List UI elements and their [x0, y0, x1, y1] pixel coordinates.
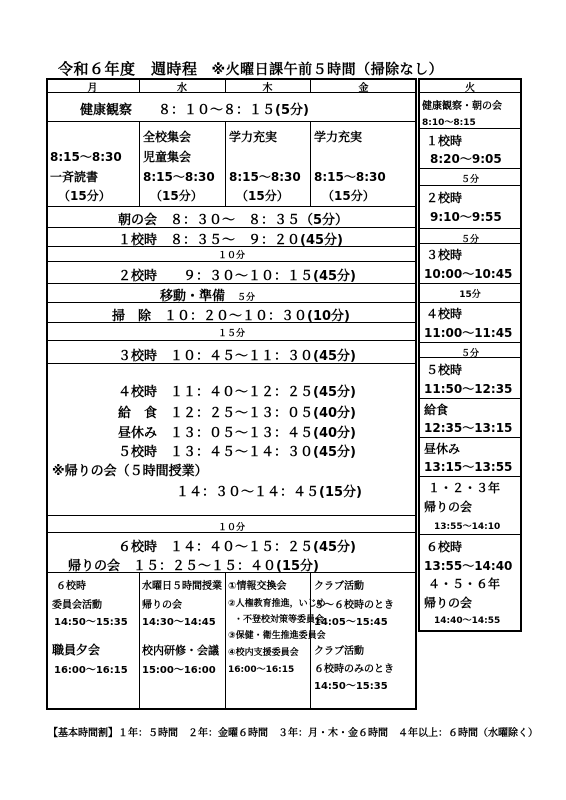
move-prep-row	[160, 285, 255, 304]
fri-duration: （15分）	[322, 189, 375, 203]
period-1-row: １校時 ８：３５〜 ９：２０(45分)	[118, 233, 343, 248]
bottom-c4-label-1: ５〜６校時のとき	[314, 600, 394, 611]
footer-note: 【基本時間割】１年：５時間 ２年：金曜６時間 ３年：月・木・金６時間 ４年以上：６時間（水曜除く）	[48, 728, 538, 739]
bottom-c3-item-4: ④校内支援委員会	[228, 648, 299, 658]
wed-duration: （15分）	[150, 189, 203, 203]
wed-activity-2: 児童集会	[143, 150, 192, 164]
rule	[418, 476, 522, 477]
tue-period-2: ２校時	[426, 191, 463, 205]
bottom-c4-label-2: ６校時のみのとき	[314, 664, 394, 675]
tue-closing-456-time: 14:40〜14:55	[434, 616, 501, 626]
bottom-c4-time-2: 14:50〜15:35	[314, 681, 388, 692]
bottom-c3-item-3: ③保健・衛生推進委員会	[228, 631, 326, 641]
tue-closing-123-grades: １・２・３年	[428, 481, 501, 495]
title-note: ※火曜日課午前５時間（掃除なし）	[211, 62, 444, 78]
bottom-c2-label-2: 校内研修・会議	[142, 644, 219, 657]
cleaning-row: 掃 除 １０：２０〜１０：３０(10分)	[112, 309, 350, 324]
move-prep-duration: ５分	[237, 293, 256, 303]
tue-period-1-time: 8:20〜9:05	[430, 152, 502, 166]
tue-closing-456-label: 帰りの会	[424, 596, 473, 610]
mon-activity: 一斉読書	[50, 170, 99, 184]
rule	[418, 534, 522, 535]
thu-activity: 学力充実	[229, 130, 278, 144]
move-prep-label: 移動・準備	[160, 289, 226, 304]
period-2-row: ２校時 ９：３０〜１０：１５(45分)	[118, 269, 356, 284]
tue-period-5-time: 11:50〜12:35	[424, 382, 513, 396]
tue-period-3-time: 10:00〜10:45	[424, 267, 513, 281]
rule	[418, 302, 522, 303]
fri-time: 8:15〜8:30	[314, 170, 386, 184]
tue-closing-123-label: 帰りの会	[424, 500, 473, 514]
fri-activity: 学力充実	[314, 130, 363, 144]
rule	[46, 515, 417, 516]
rule	[418, 398, 522, 399]
tue-break-3: 15分	[459, 290, 481, 300]
bottom-c4-head-1: クラブ活動	[314, 581, 364, 592]
rule	[46, 340, 417, 341]
tue-break-1: ５分	[460, 175, 479, 185]
tue-period-2-time: 9:10〜9:55	[430, 210, 502, 224]
rule	[139, 572, 140, 710]
rule	[139, 121, 140, 206]
rule	[418, 283, 522, 284]
tue-period-5: ５校時	[426, 363, 463, 377]
period-3-row: ３校時 １０：４５〜１１：３０(45分)	[118, 349, 356, 364]
bottom-c2-label-1: 帰りの会	[142, 600, 182, 611]
break-1-row: １０分	[217, 251, 245, 261]
closing-6-row: 帰りの会 １５：２５〜１５：４０(15分)	[68, 559, 319, 574]
bottom-c2-time-2: 15:00〜16:00	[142, 665, 216, 676]
day-header-wed: 水	[177, 83, 187, 94]
day-header-mon: 月	[87, 83, 98, 94]
morning-meeting-row: 朝の会 ８：３０〜 ８：３５（5分）	[118, 213, 349, 228]
rule	[418, 128, 522, 129]
tue-lunch-time: 12:35〜13:15	[424, 421, 513, 435]
tue-break-4: ５分	[460, 349, 479, 359]
period-6-row: ６校時 １４：４０〜１５：２５(45分)	[118, 540, 356, 555]
tue-period-6-time: 13:55〜14:40	[424, 559, 513, 573]
bottom-c3-item-2b: ・不登校対策等委員会	[234, 615, 325, 625]
wed-activity-1: 全校集会	[143, 130, 192, 144]
tue-lunch: 給食	[424, 403, 449, 417]
tue-closing-456-grades: ４・５・６年	[428, 577, 501, 591]
tue-morning-label: 健康観察・朝の会	[422, 101, 502, 112]
thu-duration: （15分）	[236, 189, 289, 203]
rule	[46, 121, 417, 122]
day-header-tue: 火	[465, 83, 475, 94]
day-header-fri: 金	[358, 83, 369, 94]
rule	[225, 121, 226, 206]
closing-5-label: ※帰りの会（５時間授業）	[52, 464, 208, 479]
break-3-row: １０分	[217, 523, 245, 533]
tue-lunch-break: 昼休み	[424, 442, 461, 456]
wed-time: 8:15〜8:30	[143, 170, 215, 184]
tue-lunch-break-time: 13:15〜13:55	[424, 460, 513, 474]
tue-period-3: ３校時	[426, 248, 463, 262]
thu-time: 8:15〜8:30	[229, 170, 301, 184]
tue-period-4-time: 11:00〜11:45	[424, 326, 513, 340]
lunch-row: 給 食 １２：２５〜１３：０５(40分)	[118, 406, 356, 421]
rule	[418, 185, 522, 186]
bottom-c2-time-1: 14:30〜14:45	[142, 617, 216, 628]
rule	[310, 572, 311, 710]
rule	[46, 206, 417, 207]
bottom-c1-time-2: 16:00〜16:15	[54, 665, 128, 676]
rule	[418, 168, 522, 169]
bottom-c3-item-2: ②人権教育推進，いじめ	[228, 599, 326, 609]
bottom-c2-head: 水曜日５時間授業	[142, 581, 222, 592]
day-header-thu: 木	[262, 83, 273, 94]
rule	[225, 572, 226, 710]
title-text: 令和６年度 週時程	[58, 60, 198, 78]
lunch-break-row: 昼休み １３：０５〜１３：４５(40分)	[118, 426, 356, 441]
bottom-c4-head-2: クラブ活動	[314, 646, 364, 657]
tue-period-4: ４校時	[426, 307, 463, 321]
tue-break-2: ５分	[460, 235, 479, 245]
tue-period-1: １校時	[426, 134, 463, 148]
bottom-c3-time: 16:00〜16:15	[228, 665, 295, 675]
bottom-c1-label-1: 委員会活動	[52, 600, 102, 611]
bottom-c1-head: ６校時	[56, 581, 86, 592]
period-5-row: ５校時 １３：４５〜１４：３０(45分)	[118, 445, 356, 460]
bottom-c3-item-1: ①情報交換会	[228, 581, 287, 592]
health-check-row: 健康観察 ８：１０〜８：１５(5分)	[80, 103, 309, 118]
mon-time: 8:15〜8:30	[50, 150, 122, 164]
bottom-c1-time-1: 14:50〜15:35	[54, 617, 128, 628]
break-2-row: １５分	[217, 329, 245, 339]
closing-5-time: １４：３０〜１４：４５(15分)	[176, 485, 362, 500]
rule	[310, 121, 311, 206]
tue-closing-123-time: 13:55〜14:10	[434, 522, 501, 532]
rule	[418, 437, 522, 438]
rule	[418, 228, 522, 229]
mon-duration: （15分）	[58, 189, 111, 203]
page-title	[58, 58, 443, 79]
bottom-c1-label-2: 職員夕会	[52, 643, 101, 657]
tue-period-6: ６校時	[426, 540, 463, 554]
tue-morning-time: 8:10〜8:15	[422, 118, 476, 128]
bottom-c4-time-1: 14:05〜15:45	[314, 617, 388, 628]
period-4-row: ４校時 １１：４０〜１２：２５(45分)	[118, 385, 356, 400]
rule	[46, 261, 417, 262]
rule	[418, 342, 522, 343]
